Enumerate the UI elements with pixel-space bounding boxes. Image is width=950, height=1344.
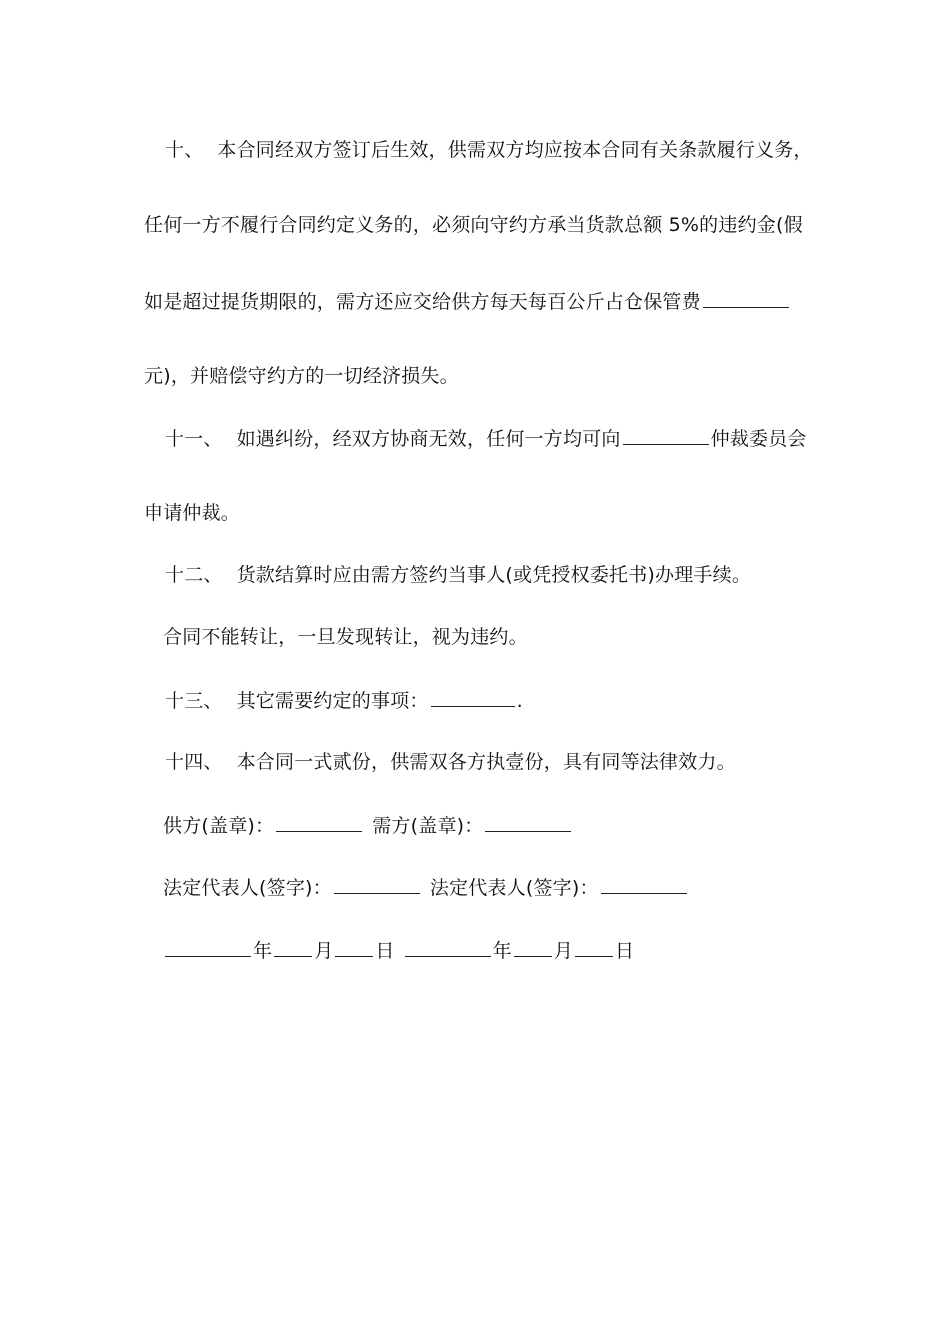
representative-line bbox=[163, 875, 689, 900]
clause-11-text-1a: 如遇纠纷，经双方协商无效，任何一方均可向 bbox=[236, 428, 621, 450]
clause-12-line-2 bbox=[163, 625, 528, 649]
buyer-seal-blank[interactable] bbox=[485, 813, 571, 832]
supplier-month-label: 月 bbox=[314, 940, 334, 962]
buyer-year-blank[interactable] bbox=[405, 938, 491, 957]
supplier-month-blank[interactable] bbox=[274, 938, 312, 957]
clause-10-text-1: 本合同经双方签订后生效，供需双方均应按本合同有关条款履行义务， bbox=[217, 139, 813, 161]
clause-13-number: 十三、 bbox=[165, 690, 223, 712]
clause-10-text-4: 元)，并赔偿守约方的一切经济损失。 bbox=[144, 365, 459, 387]
arbitration-committee-blank[interactable] bbox=[623, 426, 709, 445]
clause-10-line-4 bbox=[144, 364, 459, 388]
supplier-rep-blank[interactable] bbox=[334, 875, 420, 894]
supplier-rep-label: 法定代表人(签字)： bbox=[163, 877, 332, 899]
clause-12-text-1: 货款结算时应由需方签约当事人(或凭授权委托书)办理手续。 bbox=[236, 564, 752, 586]
clause-10-line-1 bbox=[165, 138, 813, 162]
clause-10-text-2: 任何一方不履行合同约定义务的，必须向守约方承当货款总额 5%的违约金(假 bbox=[144, 214, 803, 236]
supplier-seal-label: 供方(盖章)： bbox=[163, 815, 275, 837]
clause-10-line-2 bbox=[144, 213, 803, 237]
buyer-rep-label: 法定代表人(签字)： bbox=[429, 877, 599, 899]
seal-line bbox=[163, 813, 573, 838]
clause-14-text: 本合同一式贰份，供需双各方执壹份，具有同等法律效力。 bbox=[236, 751, 736, 773]
buyer-month-blank[interactable] bbox=[514, 938, 552, 957]
buyer-day-label: 日 bbox=[615, 940, 635, 962]
clause-12-text-2: 合同不能转让，一旦发现转让，视为违约。 bbox=[163, 626, 528, 648]
clause-10-number: 十、 bbox=[165, 139, 204, 161]
buyer-month-label: 月 bbox=[553, 940, 574, 962]
clause-11-line-1 bbox=[165, 426, 807, 451]
buyer-year-label: 年 bbox=[492, 940, 512, 962]
buyer-rep-blank[interactable] bbox=[601, 875, 687, 894]
clause-14-line bbox=[165, 750, 736, 774]
clause-13-end: . bbox=[516, 690, 523, 712]
date-line bbox=[163, 938, 634, 963]
buyer-seal-label: 需方(盖章)： bbox=[372, 815, 484, 837]
clause-12-line-1 bbox=[165, 563, 751, 587]
clause-12-number: 十二、 bbox=[165, 564, 223, 586]
supplier-year-blank[interactable] bbox=[165, 938, 251, 957]
supplier-day-label: 日 bbox=[375, 940, 395, 962]
clause-14-number: 十四、 bbox=[165, 751, 223, 773]
supplier-day-blank[interactable] bbox=[335, 938, 373, 957]
clause-11-text-1b: 仲裁委员会 bbox=[710, 428, 807, 450]
clause-10-line-3 bbox=[144, 289, 791, 314]
clause-11-text-2: 申请仲裁。 bbox=[144, 502, 241, 524]
other-matters-blank[interactable] bbox=[431, 688, 515, 707]
storage-fee-blank[interactable] bbox=[703, 289, 789, 308]
clause-10-text-3: 如是超过提货期限的，需方还应交给供方每天每百公斤占仓保管费 bbox=[144, 291, 701, 313]
clause-13-line bbox=[165, 688, 523, 713]
clause-11-line-2 bbox=[144, 501, 240, 525]
supplier-year-label: 年 bbox=[253, 940, 273, 962]
buyer-day-blank[interactable] bbox=[575, 938, 613, 957]
clause-13-text: 其它需要约定的事项： bbox=[236, 690, 429, 712]
clause-11-number: 十一、 bbox=[165, 428, 223, 450]
supplier-seal-blank[interactable] bbox=[276, 813, 362, 832]
